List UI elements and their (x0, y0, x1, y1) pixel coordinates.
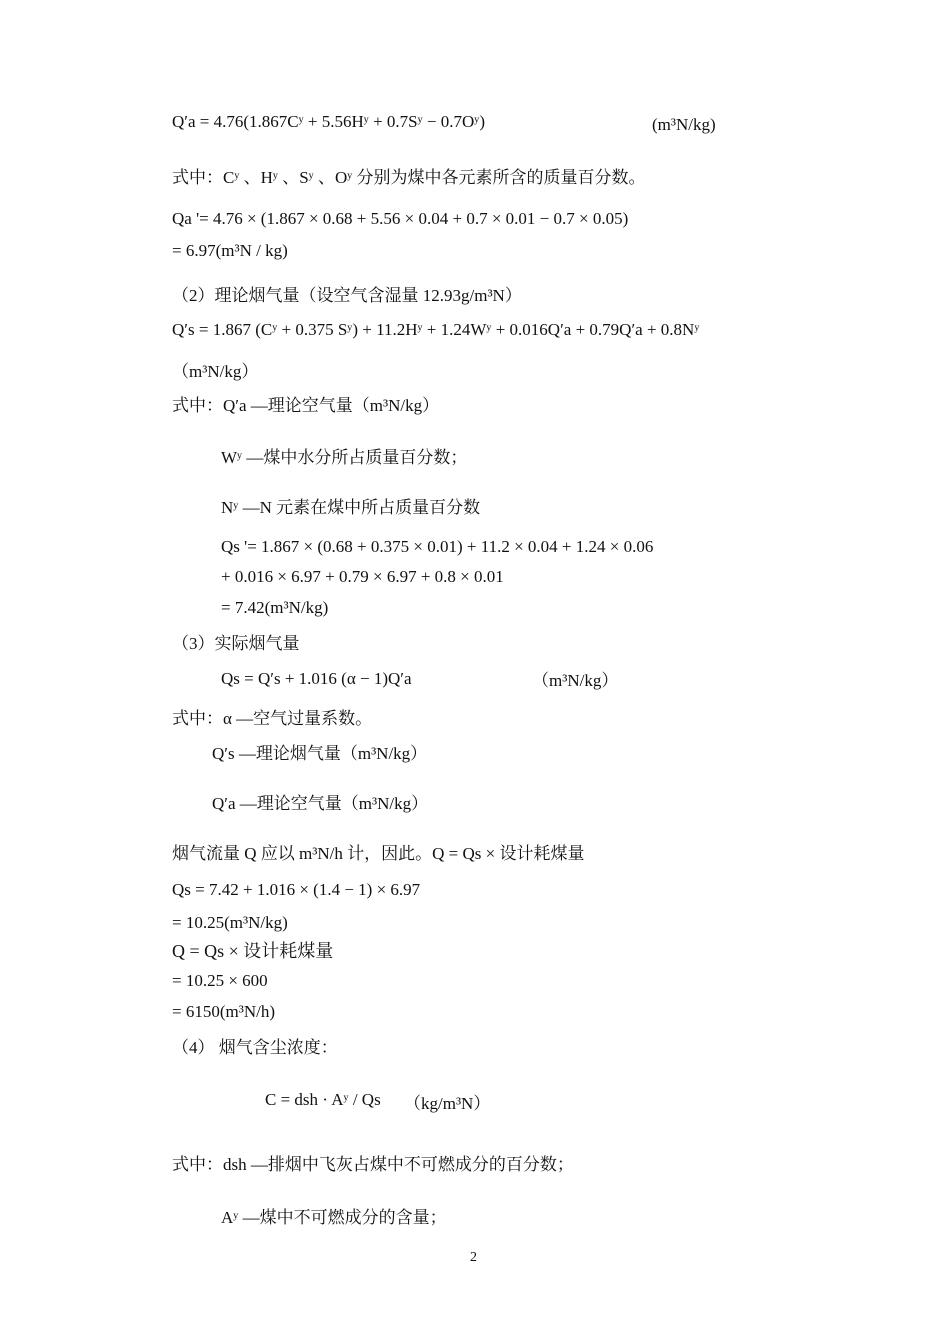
definition-text: Nʸ —N 元素在煤中所占质量百分数 (221, 498, 481, 517)
unit-label: （kg/m³N） (404, 1094, 491, 1113)
calculation-line: = 10.25 × 600 (172, 971, 268, 990)
formula-theoretical-air: Q′a = 4.76(1.867Cʸ + 5.56Hʸ + 0.7Sʸ − 0.7Oʸ) (172, 112, 485, 131)
definition-text: 式中：dsh —排烟中飞灰占煤中不可燃成分的百分数； (172, 1155, 574, 1174)
unit-label: (m³N/kg) (652, 115, 716, 134)
page-number: 2 (470, 1250, 477, 1265)
calculation-line: Qs = 7.42 + 1.016 × (1.4 − 1) × 6.97 (172, 880, 421, 899)
calculation-result: = 10.25(m³N/kg) (172, 913, 288, 932)
calculation-line: Qs '= 1.867 × (0.68 + 0.375 × 0.01) + 11.2 × 0.04 + 1.24 × 0.06 (221, 537, 654, 556)
formula-theoretical-flue-gas: Q′s = 1.867 (Cʸ + 0.375 Sʸ) + 11.2Hʸ + 1.24Wʸ + 0.016Q′a + 0.79Q′a + 0.8Nʸ (172, 320, 700, 339)
calculation-result: = 7.42(m³N/kg) (221, 598, 329, 617)
definition-text: Q′s —理论烟气量（m³N/kg） (212, 744, 428, 763)
formula-dust-concentration: C = dsh · Aʸ / Qs (265, 1090, 381, 1109)
unit-label: （m³N/kg） (532, 671, 619, 690)
definition-text: 式中：α —空气过量系数。 (172, 709, 373, 728)
definition-text: 式中：Q′a —理论空气量（m³N/kg） (172, 396, 440, 415)
calculation-result: = 6.97(m³N / kg) (172, 241, 288, 260)
calculation-line: Qa '= 4.76 × (1.867 × 0.68 + 5.56 × 0.04 + 0.7 × 0.01 − 0.7 × 0.05) (172, 209, 629, 228)
section-heading: （2）理论烟气量（设空气含湿量 12.93g/m³N） (172, 286, 522, 305)
definition-text: Q′a —理论空气量（m³N/kg） (212, 794, 429, 813)
calculation-result: = 6150(m³N/h) (172, 1002, 275, 1021)
definition-text: Aʸ —煤中不可燃成分的含量； (221, 1208, 447, 1227)
section-heading: （3）实际烟气量 (172, 634, 300, 653)
definition-text: 式中：Cʸ 、Hʸ 、Sʸ 、Oʸ 分别为煤中各元素所含的质量百分数。 (172, 168, 646, 187)
unit-label: （m³N/kg） (172, 362, 259, 381)
section-heading: （4） 烟气含尘浓度： (172, 1038, 338, 1057)
definition-text: Wʸ —煤中水分所占质量百分数； (221, 448, 468, 467)
formula-actual-flue-gas: Qs = Q′s + 1.016 (α − 1)Q′a (221, 669, 412, 688)
calculation-line: + 0.016 × 6.97 + 0.79 × 6.97 + 0.8 × 0.01 (221, 567, 504, 586)
body-text: 烟气流量 Q 应以 m³N/h 计，因此。Q = Qs × 设计耗煤量 (172, 844, 585, 863)
formula-flue-gas-flow: Q = Qs × 设计耗煤量 (172, 941, 334, 961)
